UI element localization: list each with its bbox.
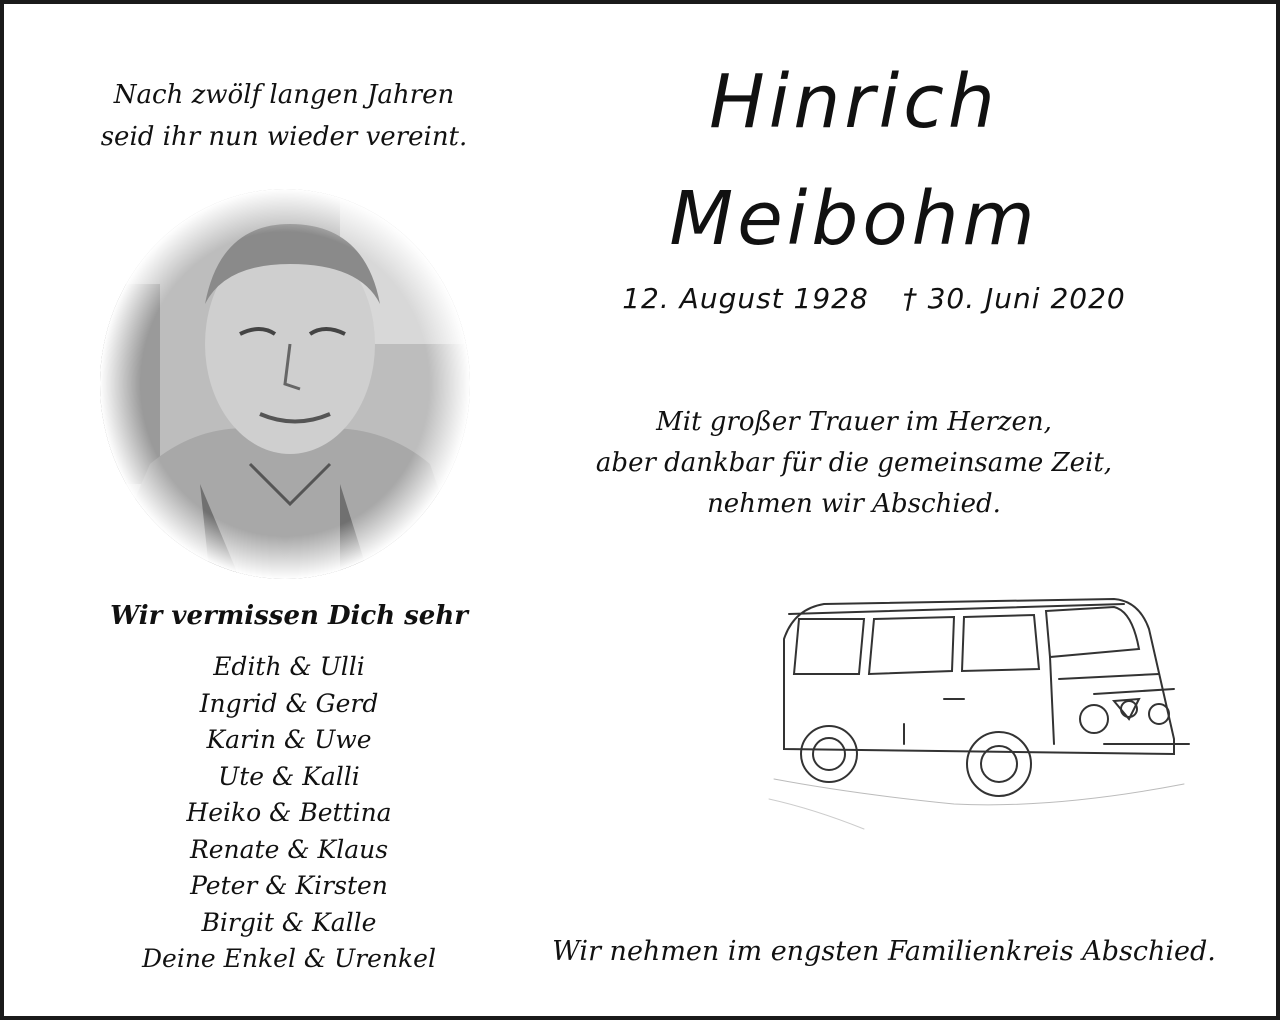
list-item: Edith & Ulli (213, 652, 365, 681)
list-item: Birgit & Kalle (201, 907, 377, 937)
list-item: Deine Enkel & Urenkel (142, 944, 436, 973)
van-drawing (754, 539, 1194, 839)
grief-line-1: Mit großer Trauer im Herzen, (656, 407, 1052, 437)
closing-text: Wir nehmen im engsten Familienkreis Abschied. (552, 936, 1216, 967)
list-item: Renate & Klaus (189, 834, 389, 864)
grief-text (564, 402, 1144, 525)
list-item: Peter & Kirsten (190, 871, 388, 900)
intro-line-2: seid ihr nun wieder vereint. (100, 122, 468, 152)
mourners-title: Wir vermissen Dich sehr (110, 601, 468, 631)
portrait-photo (90, 184, 490, 579)
birth-date: 12. August 1928 (622, 282, 869, 315)
mourners-list (44, 649, 534, 978)
grief-line-2: aber dankbar für die gemeinsame Zeit, (595, 448, 1113, 478)
deceased-first-name: Hinrich (709, 59, 999, 145)
deceased-last-name: Meibohm (669, 176, 1039, 262)
list-item: Ute & Kalli (218, 761, 360, 791)
life-dates (564, 282, 1184, 315)
list-item: Ingrid & Gerd (199, 688, 379, 718)
list-item: Heiko & Bettina (186, 798, 392, 827)
grief-line-3: nehmen wir Abschied. (707, 489, 1001, 519)
intro-line-1: Nach zwölf langen Jahren (113, 80, 455, 110)
death-date: † 30. Juni 2020 (902, 282, 1126, 315)
list-item: Karin & Uwe (206, 725, 372, 754)
intro-text (44, 74, 524, 158)
